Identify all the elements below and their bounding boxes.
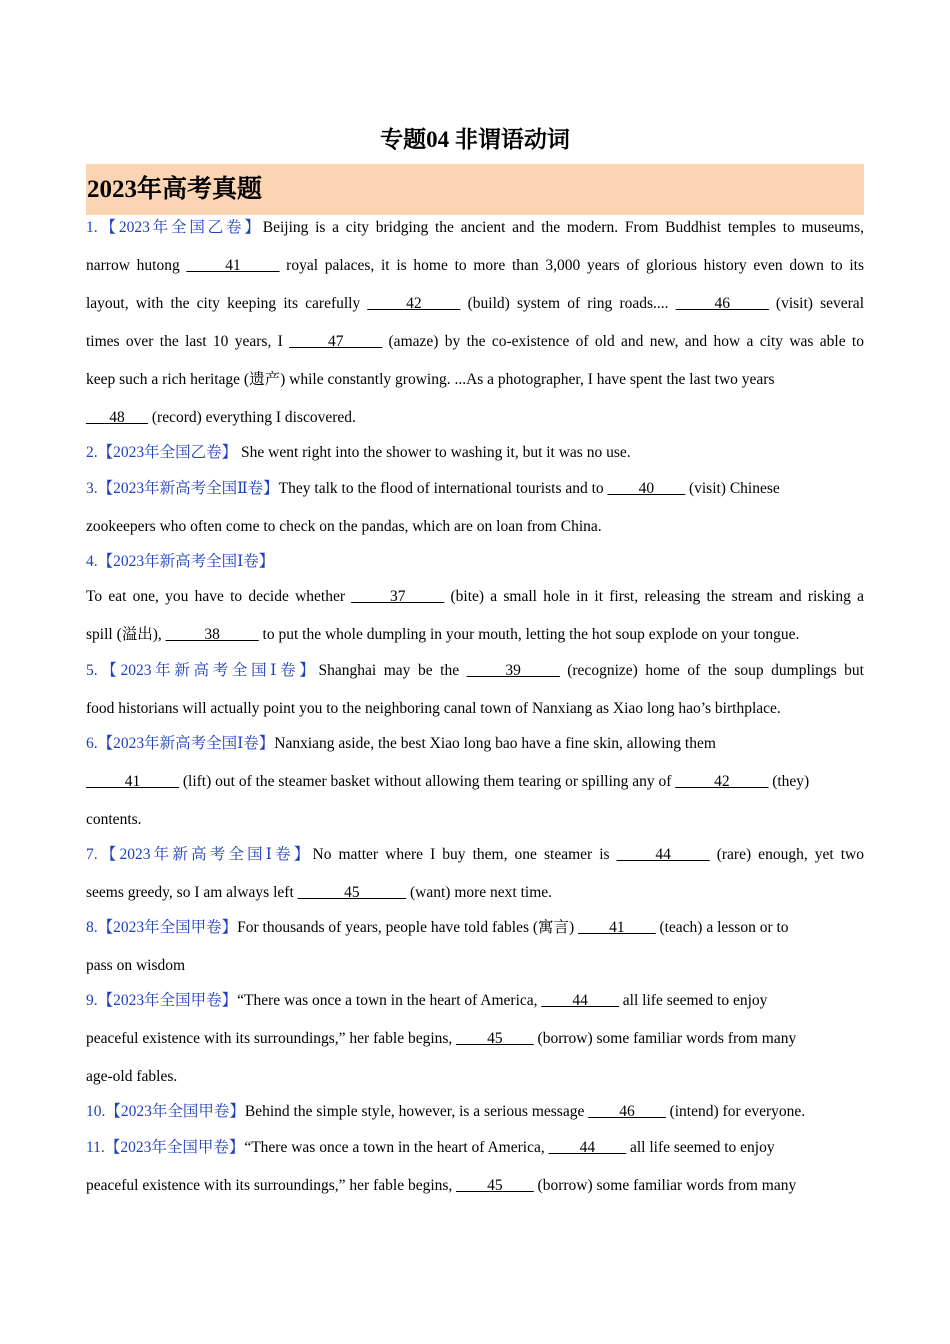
q8-source: 【2023年全国甲卷】 — [97, 919, 238, 936]
q1-source: 【2023年全国乙卷】 — [97, 219, 263, 236]
q1-blank-47: _____47_____ — [289, 333, 383, 350]
q1-blank-41: _____41_____ — [186, 257, 280, 274]
page-title: 专题04 非谓语动词 — [380, 127, 570, 152]
q7-source: 【2023年新高考全国Ⅰ卷】 — [97, 846, 313, 863]
q6-source: 【2023年新高考全国Ⅰ卷】 — [97, 735, 275, 752]
q6-blank-41: _____41_____ — [86, 773, 179, 790]
q9-blank-44: ____44____ — [541, 992, 619, 1009]
q4-blank-37: _____37_____ — [351, 588, 445, 605]
q11-blank-45: ____45____ — [456, 1177, 534, 1194]
q7-blank-45: ______45______ — [297, 884, 407, 901]
q10-source: 【2023年全国甲卷】 — [105, 1103, 245, 1120]
q1-line-5: keep such a rich heritage (遗产) while constantly growing. ...As a photographer, I have spent the last two years — [86, 371, 775, 388]
question-4-body: To eat one, you have to decide whether _____37_____ (bite) a small hole in it first, releasing the stream and risking a spill (溢出), _____38_____ to put the whole dumpling in your mouth, letting the hot soup explode on your tongue. — [86, 588, 864, 643]
question-4: 4.【2023年新高考全国Ⅰ卷】 — [86, 553, 275, 570]
q7-blank-44: _____44_____ — [616, 846, 710, 863]
q4-source: 【2023年新高考全国Ⅰ卷】 — [97, 553, 275, 570]
q1-line-6: ___48___ (record) everything I discovered. — [86, 409, 356, 426]
q2-source: 【2023年全国乙卷】 — [97, 444, 238, 461]
question-11: 11.【2023年全国甲卷】“There was once a town in the heart of America, ____44____ all life seemed to enjoy peaceful existence with its surroundings,” her fable begins, ____45____ (borrow) some familiar words from many — [86, 1139, 797, 1194]
q1-line-2: narrow hutong _____41_____ royal palaces, it is home to more than 3,000 years of glorious history even down to its — [86, 257, 864, 274]
q6-blank-42: _____42_____ — [675, 773, 769, 790]
q10-blank-46: ____46____ — [588, 1103, 666, 1120]
q8-blank-41: ____41____ — [578, 919, 656, 936]
q11-blank-44: ____44____ — [548, 1139, 627, 1156]
q1-line-4: times over the last 10 years, I _____47_____ (amaze) by the co-existence of old and new, and how a city was able to — [86, 333, 864, 350]
q1-blank-46: _____46_____ — [675, 295, 769, 312]
question-1 — [86, 209, 864, 437]
question-5: 5.【2023年新高考全国Ⅰ卷】Shanghai may be the _____39_____ (recognize) home of the soup dumplings but food historians will actually point you to the neighboring canal town of Nanxiang as Xiao long hao’s birthplace. — [86, 662, 864, 717]
q9-blank-45: ____45____ — [456, 1030, 534, 1047]
section-header: 2023年高考真题 — [86, 164, 864, 215]
q4-blank-38: _____38_____ — [165, 626, 259, 643]
q1-blank-42: _____42_____ — [367, 295, 461, 312]
question-10: 10.【2023年全国甲卷】Behind the simple style, however, is a serious message ____46____ (intend) for everyone. — [86, 1103, 806, 1120]
q5-blank-39: _____39_____ — [466, 662, 560, 679]
q5-source: 【2023年新高考全国Ⅰ卷】 — [97, 662, 319, 679]
q1-line-3: layout, with the city keeping its carefully _____42_____ (build) system of ring roads.... _____46_____ (visit) several — [86, 295, 864, 312]
question-6: 6.【2023年新高考全国Ⅰ卷】Nanxiang aside, the best Xiao long bao have a fine skin, allowing them _____41_____ (lift) out of the steamer basket without allowing them tearing or spilling any of _____42_____ (they) contents. — [86, 735, 810, 828]
question-7: 7.【2023年新高考全国Ⅰ卷】No matter where I buy them, one steamer is _____44_____ (rare) enough, yet two seems greedy, so I am always left ______45______ (want) more next time. — [86, 846, 865, 901]
question-8: 8.【2023年全国甲卷】For thousands of years, people have told fables (寓言) ____41____ (teach) a lesson or to pass on wisdom — [86, 919, 789, 974]
q1-line-1: 1.【2023年全国乙卷】Beijing is a city bridging the ancient and the modern. From Buddhist temples to museums, — [86, 219, 864, 236]
q3-source: 【2023年新高考全国Ⅱ卷】 — [97, 480, 279, 497]
q9-source: 【2023年全国甲卷】 — [97, 992, 238, 1009]
q11-source: 【2023年全国甲卷】 — [104, 1139, 245, 1156]
question-3: 3.【2023年新高考全国Ⅱ卷】They talk to the flood of international tourists and to ____40____ (visit) Chinese zookeepers who often come to check on the pandas, which are on loan from China. — [86, 480, 780, 535]
question-9: 9.【2023年全国甲卷】“There was once a town in the heart of America, ____44____ all life seemed to enjoy peaceful existence with its surroundings,” her fable begins, ____45____ (borrow) some familiar words from many age-old fables. — [86, 992, 797, 1085]
q1-blank-48: ___48___ — [86, 409, 148, 426]
q3-blank-40: ____40____ — [607, 480, 686, 497]
question-2: 2.【2023年全国乙卷】 She went right into the shower to washing it, but it was no use. — [86, 444, 631, 461]
